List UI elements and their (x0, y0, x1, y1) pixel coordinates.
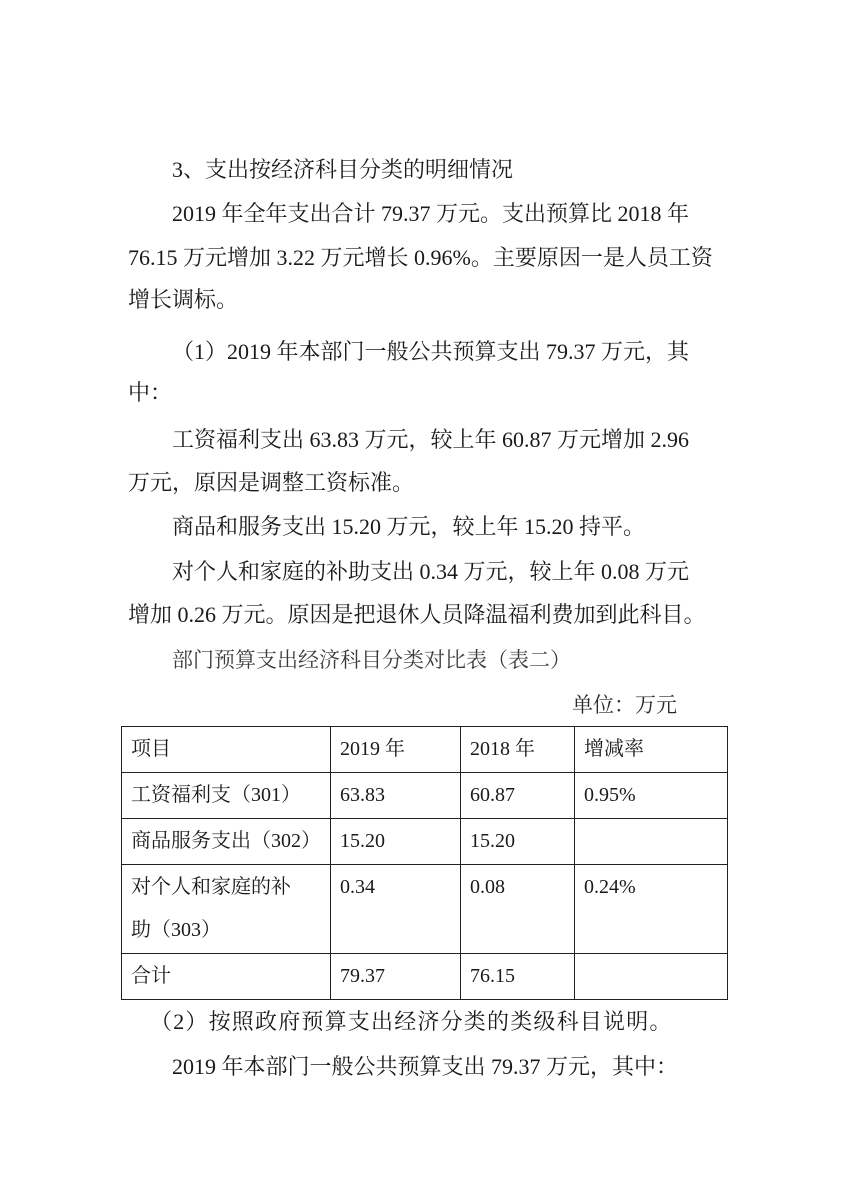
table-header-row (122, 727, 728, 773)
table-header-cell: 2018 年 (461, 727, 575, 773)
comparison-table (121, 726, 728, 1000)
table-row (122, 773, 728, 819)
paragraph-line: 76.15 万元增加 3.22 万元增长 0.96%。主要原因一是人员工资 (128, 245, 713, 270)
paragraph-line: 工资福利支出 63.83 万元，较上年 60.87 万元增加 2.96 (172, 427, 690, 452)
table-cell-2018: 60.87 (461, 773, 575, 819)
table-cell-item: 工资福利支（301） (122, 773, 331, 819)
item2-heading: （2）按照政府预算支出经济分类的类级科目说明。 (150, 1009, 673, 1034)
table-header-cell: 增减率 (575, 727, 728, 773)
item2-intro: 2019 年本部门一般公共预算支出 79.37 万元，其中： (172, 1054, 679, 1079)
table-row (122, 865, 728, 954)
table-cell-change-rate (575, 954, 728, 1000)
table-cell-item: 商品服务支出（302） (122, 819, 331, 865)
paragraph-line: 增长调标。 (128, 287, 239, 312)
table-row-total (122, 954, 728, 1000)
table-header-cell: 2019 年 (331, 727, 461, 773)
table-cell-2019: 15.20 (331, 819, 461, 865)
paragraph-line: 中： (128, 380, 173, 405)
paragraph-line: 2019 年全年支出合计 79.37 万元。支出预算比 2018 年 (172, 201, 690, 226)
table-cell-2018: 15.20 (461, 819, 575, 865)
table-cell-item: 合计 (122, 954, 331, 1000)
paragraph-line: 增加 0.26 万元。原因是把退休人员降温福利费加到此科目。 (128, 602, 706, 627)
paragraph-line: （1）2019 年本部门一般公共预算支出 79.37 万元，其 (172, 339, 690, 364)
table-cell-item: 对个人和家庭的补助（303） (122, 865, 331, 954)
table-cell-2019: 0.34 (331, 865, 461, 954)
table-cell-change-rate (575, 819, 728, 865)
paragraph-line: 万元，原因是调整工资标准。 (128, 470, 415, 495)
paragraph-line: 对个人和家庭的补助支出 0.34 万元，较上年 0.08 万元 (172, 559, 690, 584)
table-cell-2018: 76.15 (461, 954, 575, 1000)
table-header-cell: 项目 (122, 727, 331, 773)
table-cell-2018: 0.08 (461, 865, 575, 954)
table-cell-change-rate: 0.24% (575, 865, 728, 954)
table-cell-change-rate: 0.95% (575, 773, 728, 819)
table-unit-label: 单位：万元 (572, 693, 677, 717)
table-caption: 部门预算支出经济科目分类对比表（表二） (172, 648, 571, 672)
table-cell-2019: 63.83 (331, 773, 461, 819)
paragraph-line: 商品和服务支出 15.20 万元，较上年 15.20 持平。 (172, 514, 646, 539)
section-heading: 3、支出按经济科目分类的明细情况 (172, 157, 514, 182)
table-row (122, 819, 728, 865)
table-cell-2019: 79.37 (331, 954, 461, 1000)
